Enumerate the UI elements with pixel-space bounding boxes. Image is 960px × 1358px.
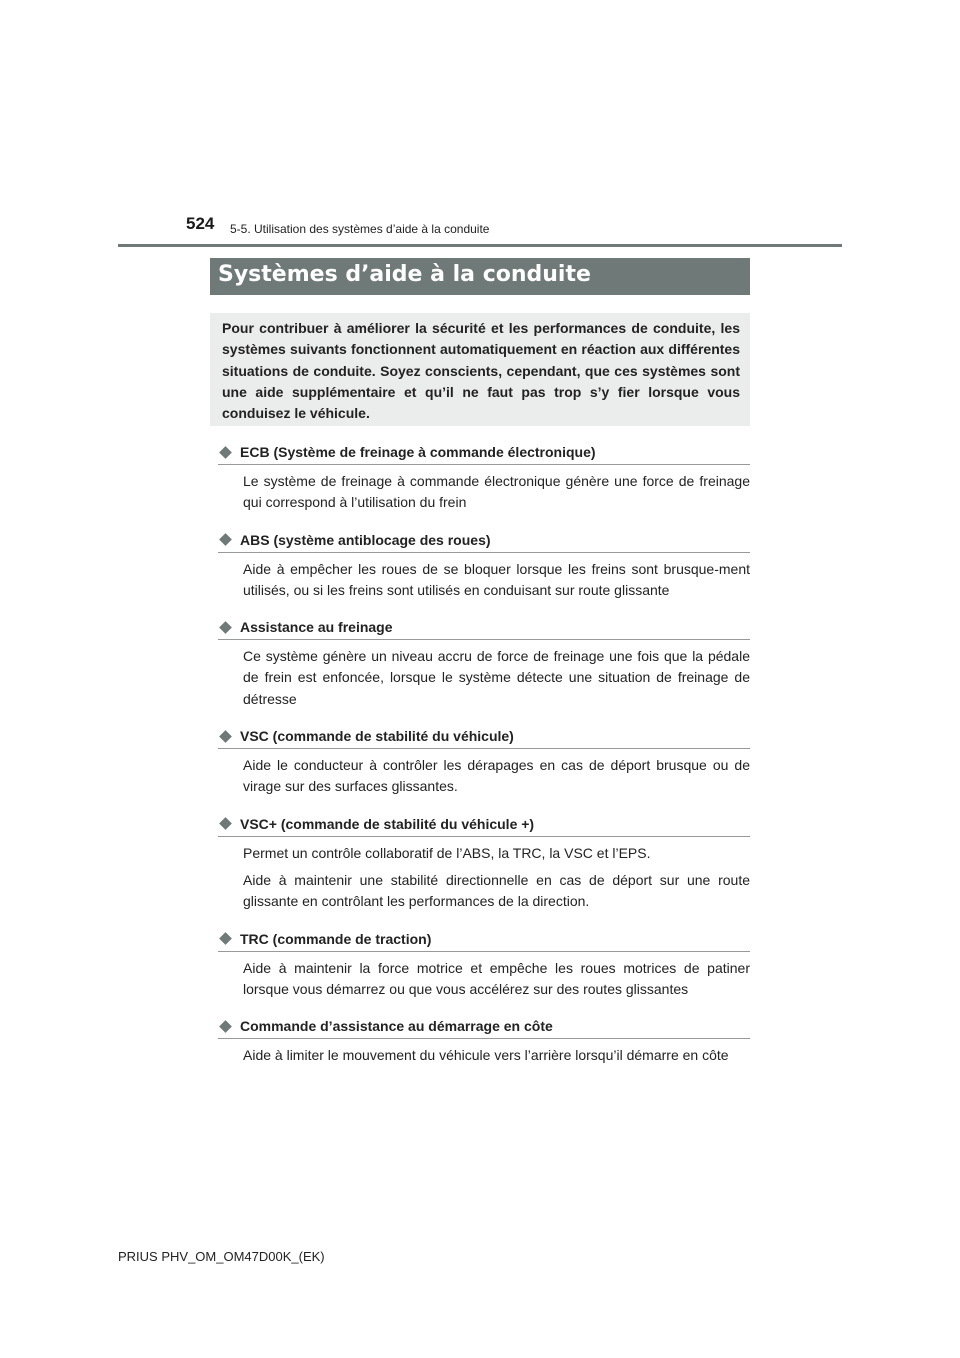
diamond-bullet-icon <box>219 621 232 634</box>
section-title: VSC (commande de stabilité du véhicule) <box>240 728 514 745</box>
section-body <box>243 843 750 913</box>
section-title: Commande d’assistance au démarrage en côte <box>240 1018 553 1035</box>
section-heading <box>218 928 750 952</box>
page-title-bar <box>210 258 750 295</box>
section-body <box>243 646 750 710</box>
sections <box>218 441 750 1072</box>
section-vsc-plus <box>218 813 750 913</box>
section-heading <box>218 813 750 837</box>
section-trc <box>218 928 750 1001</box>
diamond-bullet-icon <box>219 533 232 546</box>
page-title: Systèmes d’aide à la conduite <box>218 262 591 287</box>
diamond-bullet-icon <box>219 1020 232 1033</box>
section-body <box>243 958 750 1001</box>
section-title: TRC (commande de traction) <box>240 930 432 947</box>
section-body <box>243 471 750 514</box>
diamond-bullet-icon <box>219 730 232 743</box>
page-number: 524 <box>186 214 215 233</box>
section-body <box>243 755 750 798</box>
section-title: VSC+ (commande de stabilité du véhicule +) <box>240 815 535 832</box>
chapter-title: 5-5. Utilisation des systèmes d’aide à la conduite <box>230 222 490 236</box>
diamond-bullet-icon <box>219 817 232 830</box>
section-heading <box>218 725 750 749</box>
section-ecb <box>218 441 750 514</box>
section-title: Assistance au freinage <box>240 619 393 636</box>
section-paragraph: Aide à maintenir une stabilité directionnelle en cas de déport sur une route glissante en contrôlant les performances de la direction. <box>243 871 750 910</box>
section-paragraph: Aide à maintenir la force motrice et empêche les roues motrices de patiner lorsque vous démarrez ou que vous accélérez sur des routes glissantes <box>243 959 750 997</box>
section-title: ABS (système antiblocage des roues) <box>240 531 491 548</box>
intro-text: Pour contribuer à améliorer la sécurité et les performances de conduite, les systèmes suivants fonctionnent automatiquement en réaction aux différentes situations de conduite. Soyez conscients, cependant, que ces systèmes sont une aide supplémentaire et qu’il ne faut pas trop s’y fier lorsque vous conduisez le véhicule. <box>222 320 740 422</box>
diamond-bullet-icon <box>219 932 232 945</box>
section-paragraph: Aide à empêcher les roues de se bloquer lorsque les freins sont brusque-ment utilisés, ou si les freins sont utilisés en conduisant sur route glissante <box>243 560 750 598</box>
footer-document-code: PRIUS PHV_OM_OM47D00K_(EK) <box>118 1249 325 1264</box>
section-heading <box>218 441 750 465</box>
section-hill-start-assist <box>218 1015 750 1066</box>
diamond-bullet-icon <box>219 446 232 459</box>
section-paragraph: Le système de freinage à commande électronique génère une force de freinage qui correspond à l’utilisation du frein <box>243 473 750 511</box>
section-paragraph: Permet un contrôle collaboratif de l’ABS, la TRC, la VSC et l’EPS. <box>243 844 651 861</box>
section-paragraph: Aide à limiter le mouvement du véhicule vers l’arrière lorsqu’il démarre en côte <box>243 1047 729 1064</box>
header-divider <box>118 244 842 247</box>
section-paragraph: Ce système génère un niveau accru de force de freinage une fois que la pédale de frein est enfoncée, lorsque le système détecte une situation de freinage de détresse <box>243 648 750 707</box>
section-abs <box>218 529 750 602</box>
intro-box <box>210 313 750 426</box>
section-title: ECB (Système de freinage à commande électronique) <box>240 444 596 460</box>
section-vsc <box>218 725 750 798</box>
section-body <box>243 1045 750 1066</box>
section-paragraph: Aide le conducteur à contrôler les dérapages en cas de déport brusque ou de virage sur des surfaces glissantes. <box>243 757 750 795</box>
section-heading <box>218 1015 750 1039</box>
section-heading <box>218 529 750 553</box>
section-brake-assist <box>218 616 750 710</box>
section-heading <box>218 616 750 640</box>
section-body <box>243 559 750 602</box>
